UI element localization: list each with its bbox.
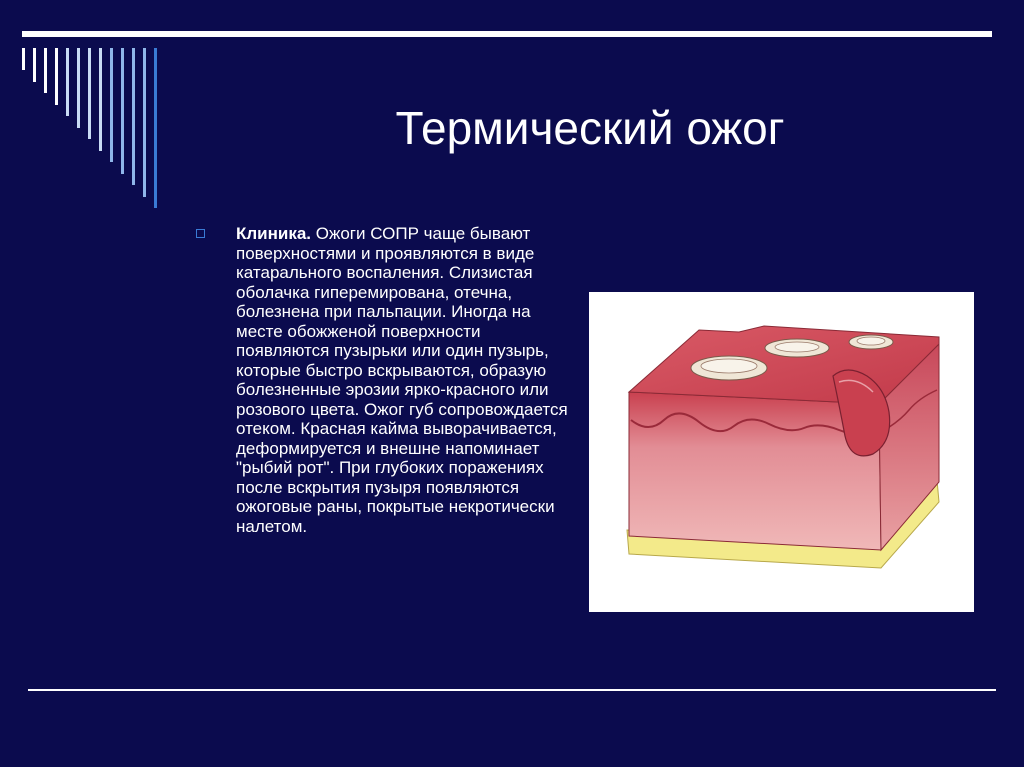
bullet-lead: Клиника. [236,224,312,243]
decorative-stripe [44,48,47,93]
square-bullet-icon [196,229,205,238]
top-divider-line [22,31,992,37]
tissue-illustration [589,292,974,612]
decorative-stripe [22,48,25,70]
decorative-stripe [132,48,135,185]
decorative-stripe [99,48,102,151]
slide-title: Термический ожог [395,102,785,154]
decorative-stripe [66,48,69,116]
tissue-block-image [589,292,974,612]
decorative-stripe [121,48,124,174]
bullet-item [236,224,576,536]
decorative-stripe [33,48,36,82]
decorative-stripe [110,48,113,162]
decorative-stripe [143,48,146,197]
bullet-body: Ожоги СОПР чаще бывают поверхностями и проявляются в виде катарального воспаления. Слизистая оболачка гиперемирована, отечна, болезнена при пальпации. Иногда на месте обожженой поверхности появляются пузырьки или один пузырь, которые быстро вскрываются, образую болезненные эрозии ярко-красного или розового цвета. Ожог губ сопровождается отеком. Красная кайма выворачивается, деформируется и внешне напоминает "рыбий рот". При глубоких поражениях после вскрытия пузыря появляются ожоговые раны, покрытые некротически налетом. [236,224,568,536]
bottom-divider-line [28,689,996,691]
decorative-stripe [154,48,157,208]
decorative-stripes [22,48,172,208]
decorative-stripe [55,48,58,105]
decorative-stripe [88,48,91,139]
bullet-list [196,224,576,536]
decorative-stripe [77,48,80,128]
